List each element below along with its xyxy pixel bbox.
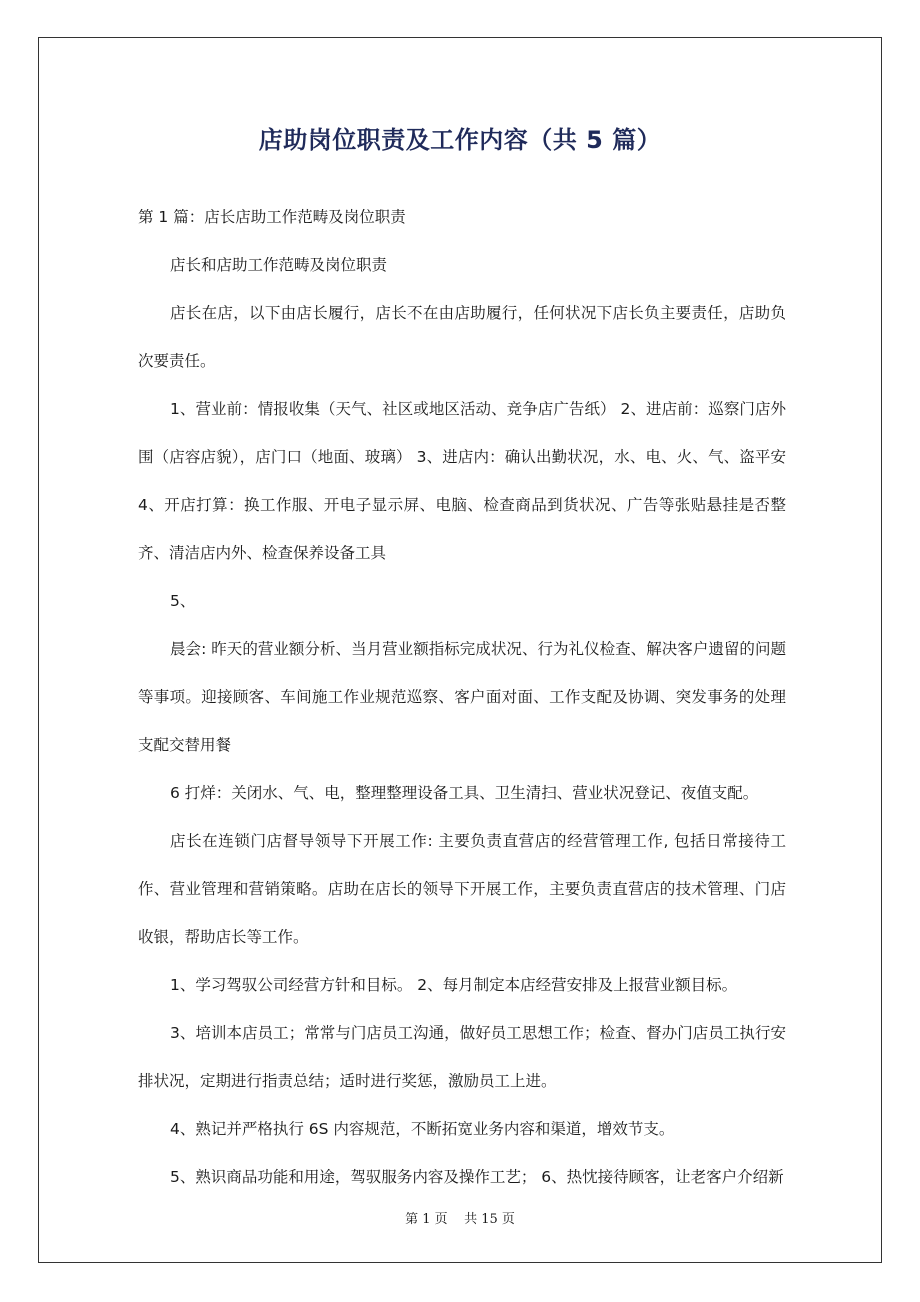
document-body — [138, 193, 786, 1201]
paragraph: 3、培训本店员工；常常与门店员工沟通，做好员工思想工作；检查、督办门店员工执行安排状况，定期进行指责总结；适时进行奖惩，激励员工上进。 — [138, 1024, 786, 1090]
paragraph: 6 打烊：关闭水、气、电，整理整理设备工具、卫生清扫、营业状况登记、夜值支配。 — [170, 784, 759, 802]
paragraph: 店长在连锁门店督导领导下开展工作: 主要负责直营店的经营管理工作, 包括日常接待工作、营业管理和营销策略。店助在店长的领导下开展工作，主要负责直营店的技术管理、门店收银，帮助店长等工作。 — [138, 832, 786, 946]
paragraph: 5、 — [170, 592, 196, 610]
paragraph: 1、营业前：情报收集（天气、社区或地区活动、竞争店广告纸） 2、进店前：巡察门店外围（店容店貌），店门口（地面、玻璃） 3、进店内：确认出勤状况，水、电、火、气、盗平安 4、开店打算：换工作服、开电子显示屏、电脑、检查商品到货状况、广告等张贴悬挂是否整齐、清洁店内外、检查保养设备工具 — [138, 400, 786, 562]
paragraph: 4、熟记并严格执行 6S 内容规范，不断拓宽业务内容和渠道，增效节支。 — [170, 1120, 675, 1138]
section-heading: 第 1 篇：店长店助工作范畴及岗位职责 — [138, 208, 406, 226]
paragraph: 店长在店，以下由店长履行，店长不在由店助履行，任何状况下店长负主要责任，店助负次要责任。 — [138, 304, 786, 370]
paragraph: 店长和店助工作范畴及岗位职责 — [170, 256, 388, 274]
paragraph: 晨会: 昨天的营业额分析、当月营业额指标完成状况、行为礼仪检查、解决客户遗留的问题等事项。迎接顾客、车间施工作业规范巡察、客户面对面、工作支配及协调、突发事务的处理支配交替用餐 — [138, 640, 786, 754]
document-title: 店助岗位职责及工作内容（共 5 篇） — [258, 126, 662, 154]
page-number-footer: 第 1 页 共 15 页 — [405, 1212, 515, 1227]
paragraph: 5、熟识商品功能和用途，驾驭服务内容及操作工艺； 6、热忱接待顾客，让老客户介绍新 — [170, 1168, 784, 1186]
paragraph: 1、学习驾驭公司经营方针和目标。 2、每月制定本店经营安排及上报营业额目标。 — [170, 976, 738, 994]
